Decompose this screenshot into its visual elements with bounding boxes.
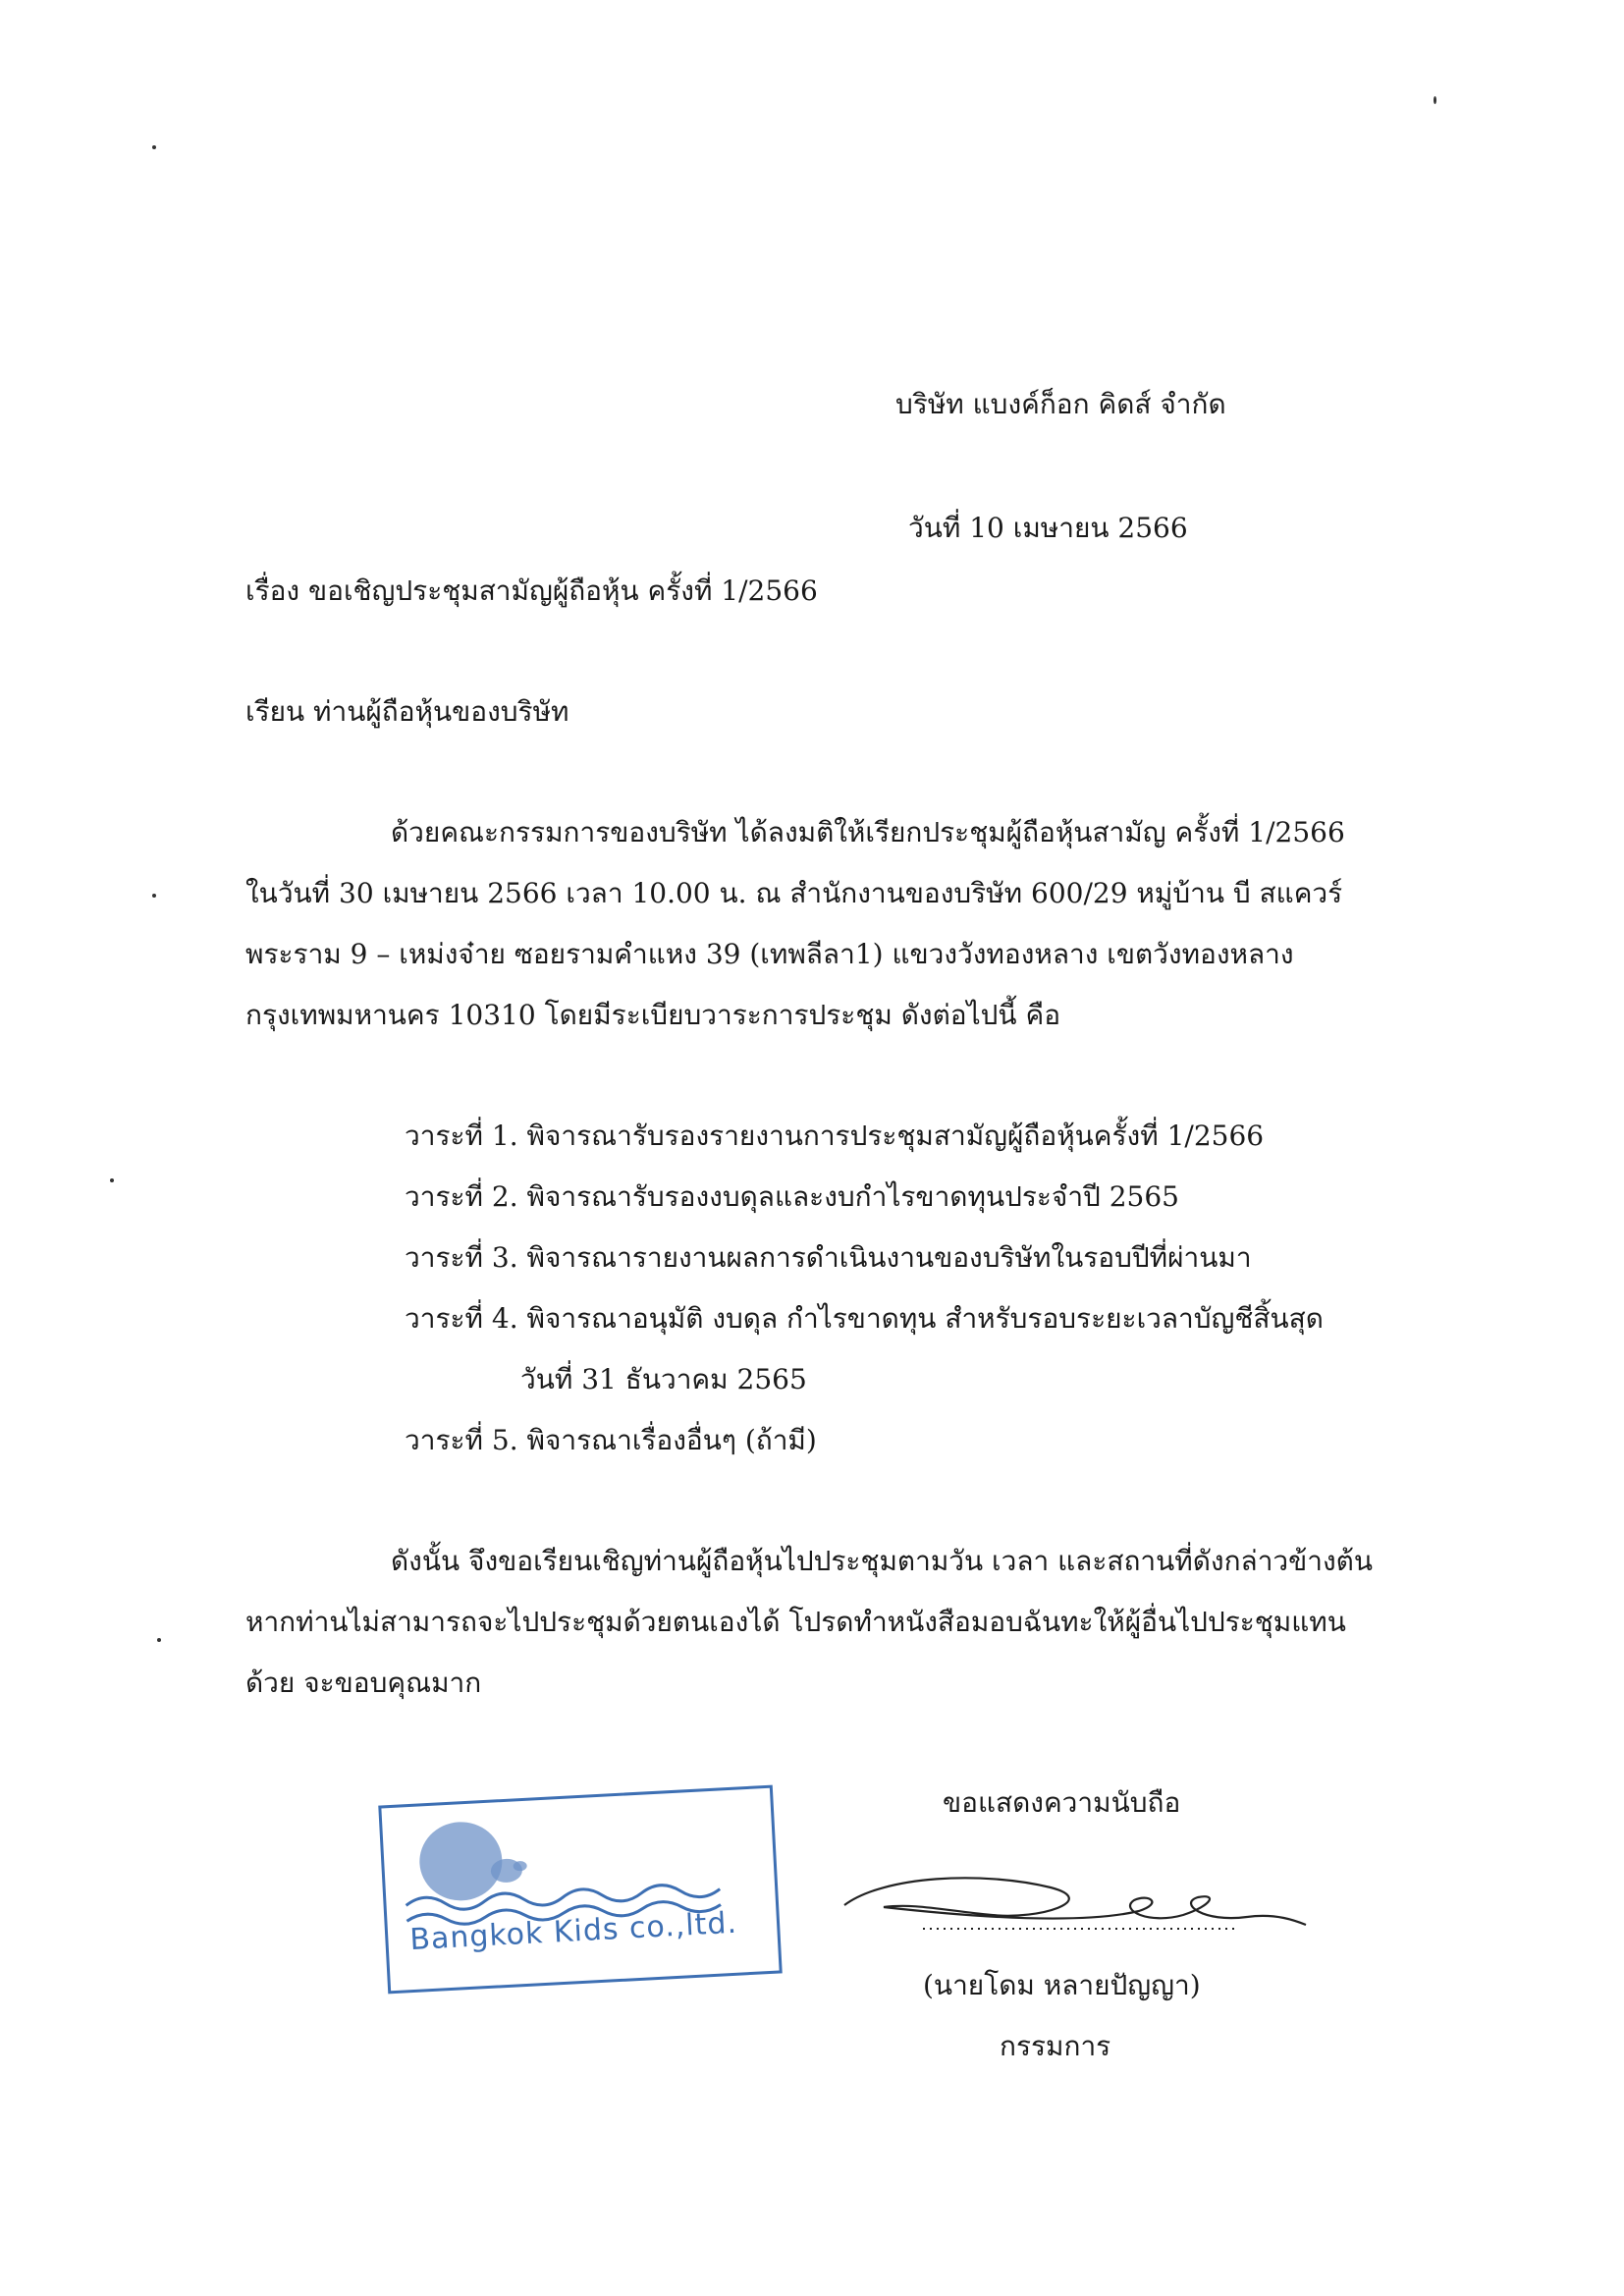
scan-speck bbox=[110, 1178, 114, 1182]
letter-date: วันที่ 10 เมษายน 2566 bbox=[908, 512, 1188, 544]
agenda-item: วาระที่ 3. พิจารณารายงานผลการดำเนินงานของบริษัทในรอบปีที่ผ่านมา bbox=[405, 1241, 1252, 1274]
agenda-item: วาระที่ 2. พิจารณารับรองงบดุลและงบกำไรขาดทุนประจำปี 2565 bbox=[405, 1180, 1179, 1213]
scan-speck bbox=[152, 145, 156, 149]
agenda-item: วาระที่ 5. พิจารณาเรื่องอื่นๆ (ถ้ามี) bbox=[405, 1424, 817, 1456]
scan-speck bbox=[152, 894, 156, 898]
closing-line: ดังนั้น จึงขอเรียนเชิญท่านผู้ถือหุ้นไปประชุมตามวัน เวลา และสถานที่ดังกล่าวข้างต้น bbox=[391, 1545, 1374, 1577]
signatory-name: (นายโดม หลายปัญญา) bbox=[923, 1969, 1201, 2001]
stamp-text: Bangkok Kids co.,ltd. bbox=[408, 1905, 738, 1958]
scan-speck bbox=[157, 1638, 161, 1642]
letter-subject: เรื่อง ขอเชิญประชุมสามัญผู้ถือหุ้น ครั้งที่ 1/2566 bbox=[245, 574, 818, 607]
company-name: บริษัท แบงค์ก็อก คิดส์ จำกัด bbox=[895, 388, 1226, 420]
sign-off: ขอแสดงความนับถือ bbox=[943, 1786, 1181, 1819]
letter-recipient: เรียน ท่านผู้ถือหุ้นของบริษัท bbox=[245, 695, 569, 728]
body-line: พระราม 9 – เหม่งจ๋าย ซอยรามคำแหง 39 (เทพลีลา1) แขวงวังทองหลาง เขตวังทองหลาง bbox=[245, 938, 1294, 970]
agenda-item: วาระที่ 4. พิจารณาอนุมัติ งบดุล กำไรขาดทุน สำหรับรอบระยะเวลาบัญชีสิ้นสุด bbox=[405, 1302, 1324, 1335]
closing-line: ด้วย จะขอบคุณมาก bbox=[245, 1667, 482, 1699]
signature bbox=[825, 1846, 1316, 1954]
agenda-item: วาระที่ 1. พิจารณารับรองรายงานการประชุมสามัญผู้ถือหุ้นครั้งที่ 1/2566 bbox=[405, 1120, 1265, 1152]
scan-speck bbox=[1434, 96, 1436, 104]
closing-line: หากท่านไม่สามารถจะไปประชุมด้วยตนเองได้ โปรดทำหนังสือมอบฉันทะให้ผู้อื่นไปประชุมแทน bbox=[245, 1606, 1346, 1638]
company-stamp bbox=[378, 1785, 782, 1995]
body-line: กรุงเทพมหานคร 10310 โดยมีระเบียบวาระการประชุม ดังต่อไปนี้ คือ bbox=[245, 999, 1061, 1031]
stamp-logo bbox=[381, 1788, 779, 1991]
signatory-title: กรรมการ bbox=[1000, 2030, 1111, 2062]
body-line: ด้วยคณะกรรมการของบริษัท ได้ลงมติให้เรียกประชุมผู้ถือหุ้นสามัญ ครั้งที่ 1/2566 bbox=[391, 816, 1345, 848]
body-line: ในวันที่ 30 เมษายน 2566 เวลา 10.00 น. ณ สำนักงานของบริษัท 600/29 หมู่บ้าน บี สแควร์ bbox=[245, 877, 1343, 909]
agenda-item-continuation: วันที่ 31 ธันวาคม 2565 bbox=[520, 1363, 807, 1395]
